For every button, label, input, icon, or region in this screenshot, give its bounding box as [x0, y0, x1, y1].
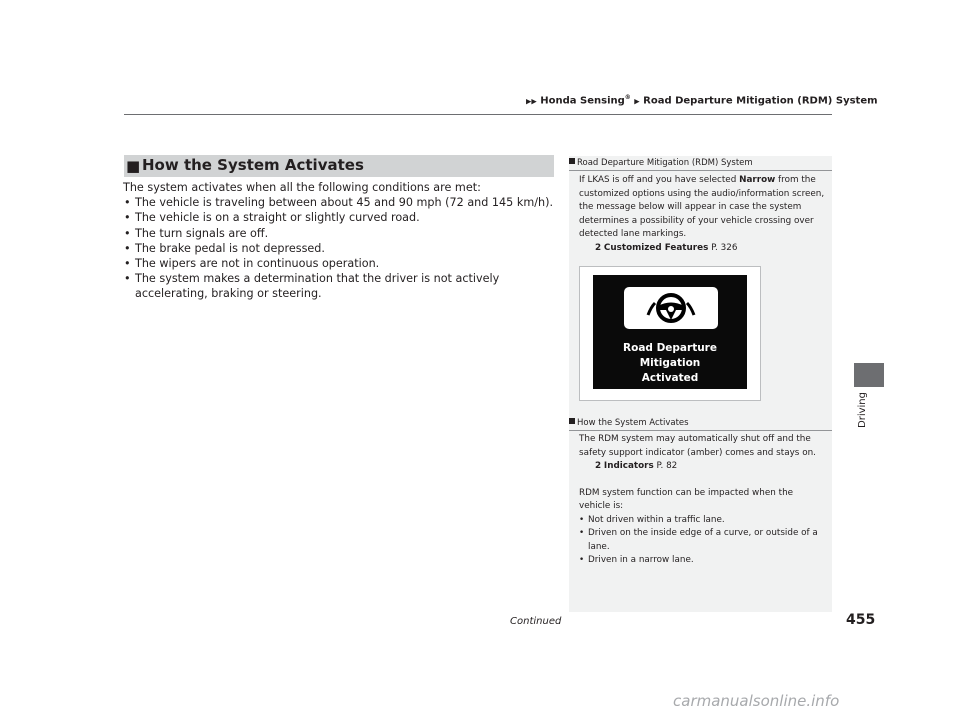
note2-text: The RDM system may automatically shut off and the safety support indicator (amber) comes and stays on. 2 Indicators P. 82 RDM system function can be impacted when the vehicle is: • Not driven within a traffic lane. • Driven on the inside edge of a curve, or outside of a lane. • Driven in a narrow lane.: [579, 433, 827, 568]
note1-rule: [569, 170, 832, 171]
ref-label: Indicators: [603, 461, 654, 471]
impact-item: • Not driven within a traffic lane.: [579, 514, 827, 528]
watermark: carmanualsonline.info: [673, 692, 840, 710]
breadcrumb: [526, 94, 878, 106]
note1-text: If LKAS is off and you have selected Narrow from the customized options using the audio/information screen, the message below will appear in case the system determines a possibility of your vehicle crossing over detected lane markings. 2 Customized Features P. 326: [579, 174, 827, 255]
impact-item: • Driven on the inside edge of a curve, or outside of a lane.: [579, 527, 827, 554]
conditions-list: [123, 195, 553, 301]
square-bullet-icon: ■: [126, 157, 141, 175]
impact-list: [579, 514, 827, 568]
note-icon: [569, 418, 575, 424]
section-body: [123, 180, 553, 302]
steering-wheel-icon: [624, 287, 718, 329]
narrow-option: Narrow: [739, 175, 776, 185]
note2-heading: How the System Activates: [569, 418, 689, 428]
ref-page: P. 82: [653, 461, 678, 471]
section-title: How the System Activates: [142, 156, 364, 174]
customized-features-ref[interactable]: [579, 242, 827, 256]
chapter-tab-marker: [854, 363, 884, 387]
section-intro: The system activates when all the following conditions are met:: [123, 181, 481, 194]
display-message-line2: Activated: [641, 372, 699, 384]
breadcrumb-rdm-system[interactable]: Road Departure Mitigation (RDM) System: [643, 95, 878, 107]
ref-page: P. 326: [708, 242, 738, 253]
display-message: [593, 341, 747, 386]
note1-heading: Road Departure Mitigation (RDM) System: [569, 158, 753, 168]
condition-item: • The brake pedal is not depressed.: [123, 241, 553, 256]
continued-label: Continued: [510, 616, 562, 627]
triangle-icon: ▶: [634, 97, 640, 106]
registered-mark: ®: [624, 94, 631, 101]
condition-item: • The vehicle is on a straight or slightly curved road.: [123, 210, 553, 225]
ref-label: Customized Features: [603, 242, 709, 253]
double-triangle-icon: ▶▶: [526, 97, 537, 106]
condition-item: • The vehicle is traveling between about 45 and 90 mph (72 and 145 km/h).: [123, 195, 553, 210]
condition-item: • The wipers are not in continuous operation.: [123, 256, 553, 271]
header-rule: [124, 114, 832, 115]
indicators-ref[interactable]: [579, 460, 827, 474]
reference-icon: 2: [595, 242, 602, 253]
note2-rule: [569, 430, 832, 431]
condition-item: • The system makes a determination that the driver is not actively accelerating, braking or steering.: [123, 271, 553, 301]
page-number: 455: [846, 612, 876, 628]
note-icon: [569, 158, 575, 164]
impact-item: • Driven in a narrow lane.: [579, 554, 827, 568]
reference-icon: 2: [595, 461, 602, 471]
breadcrumb-honda-sensing[interactable]: Honda Sensing: [540, 95, 625, 107]
chapter-tab-label: Driving: [857, 392, 868, 428]
condition-item: • The turn signals are off.: [123, 226, 553, 241]
display-message-line1: Road Departure Mitigation: [623, 342, 717, 369]
section-heading-bar: [124, 155, 554, 177]
